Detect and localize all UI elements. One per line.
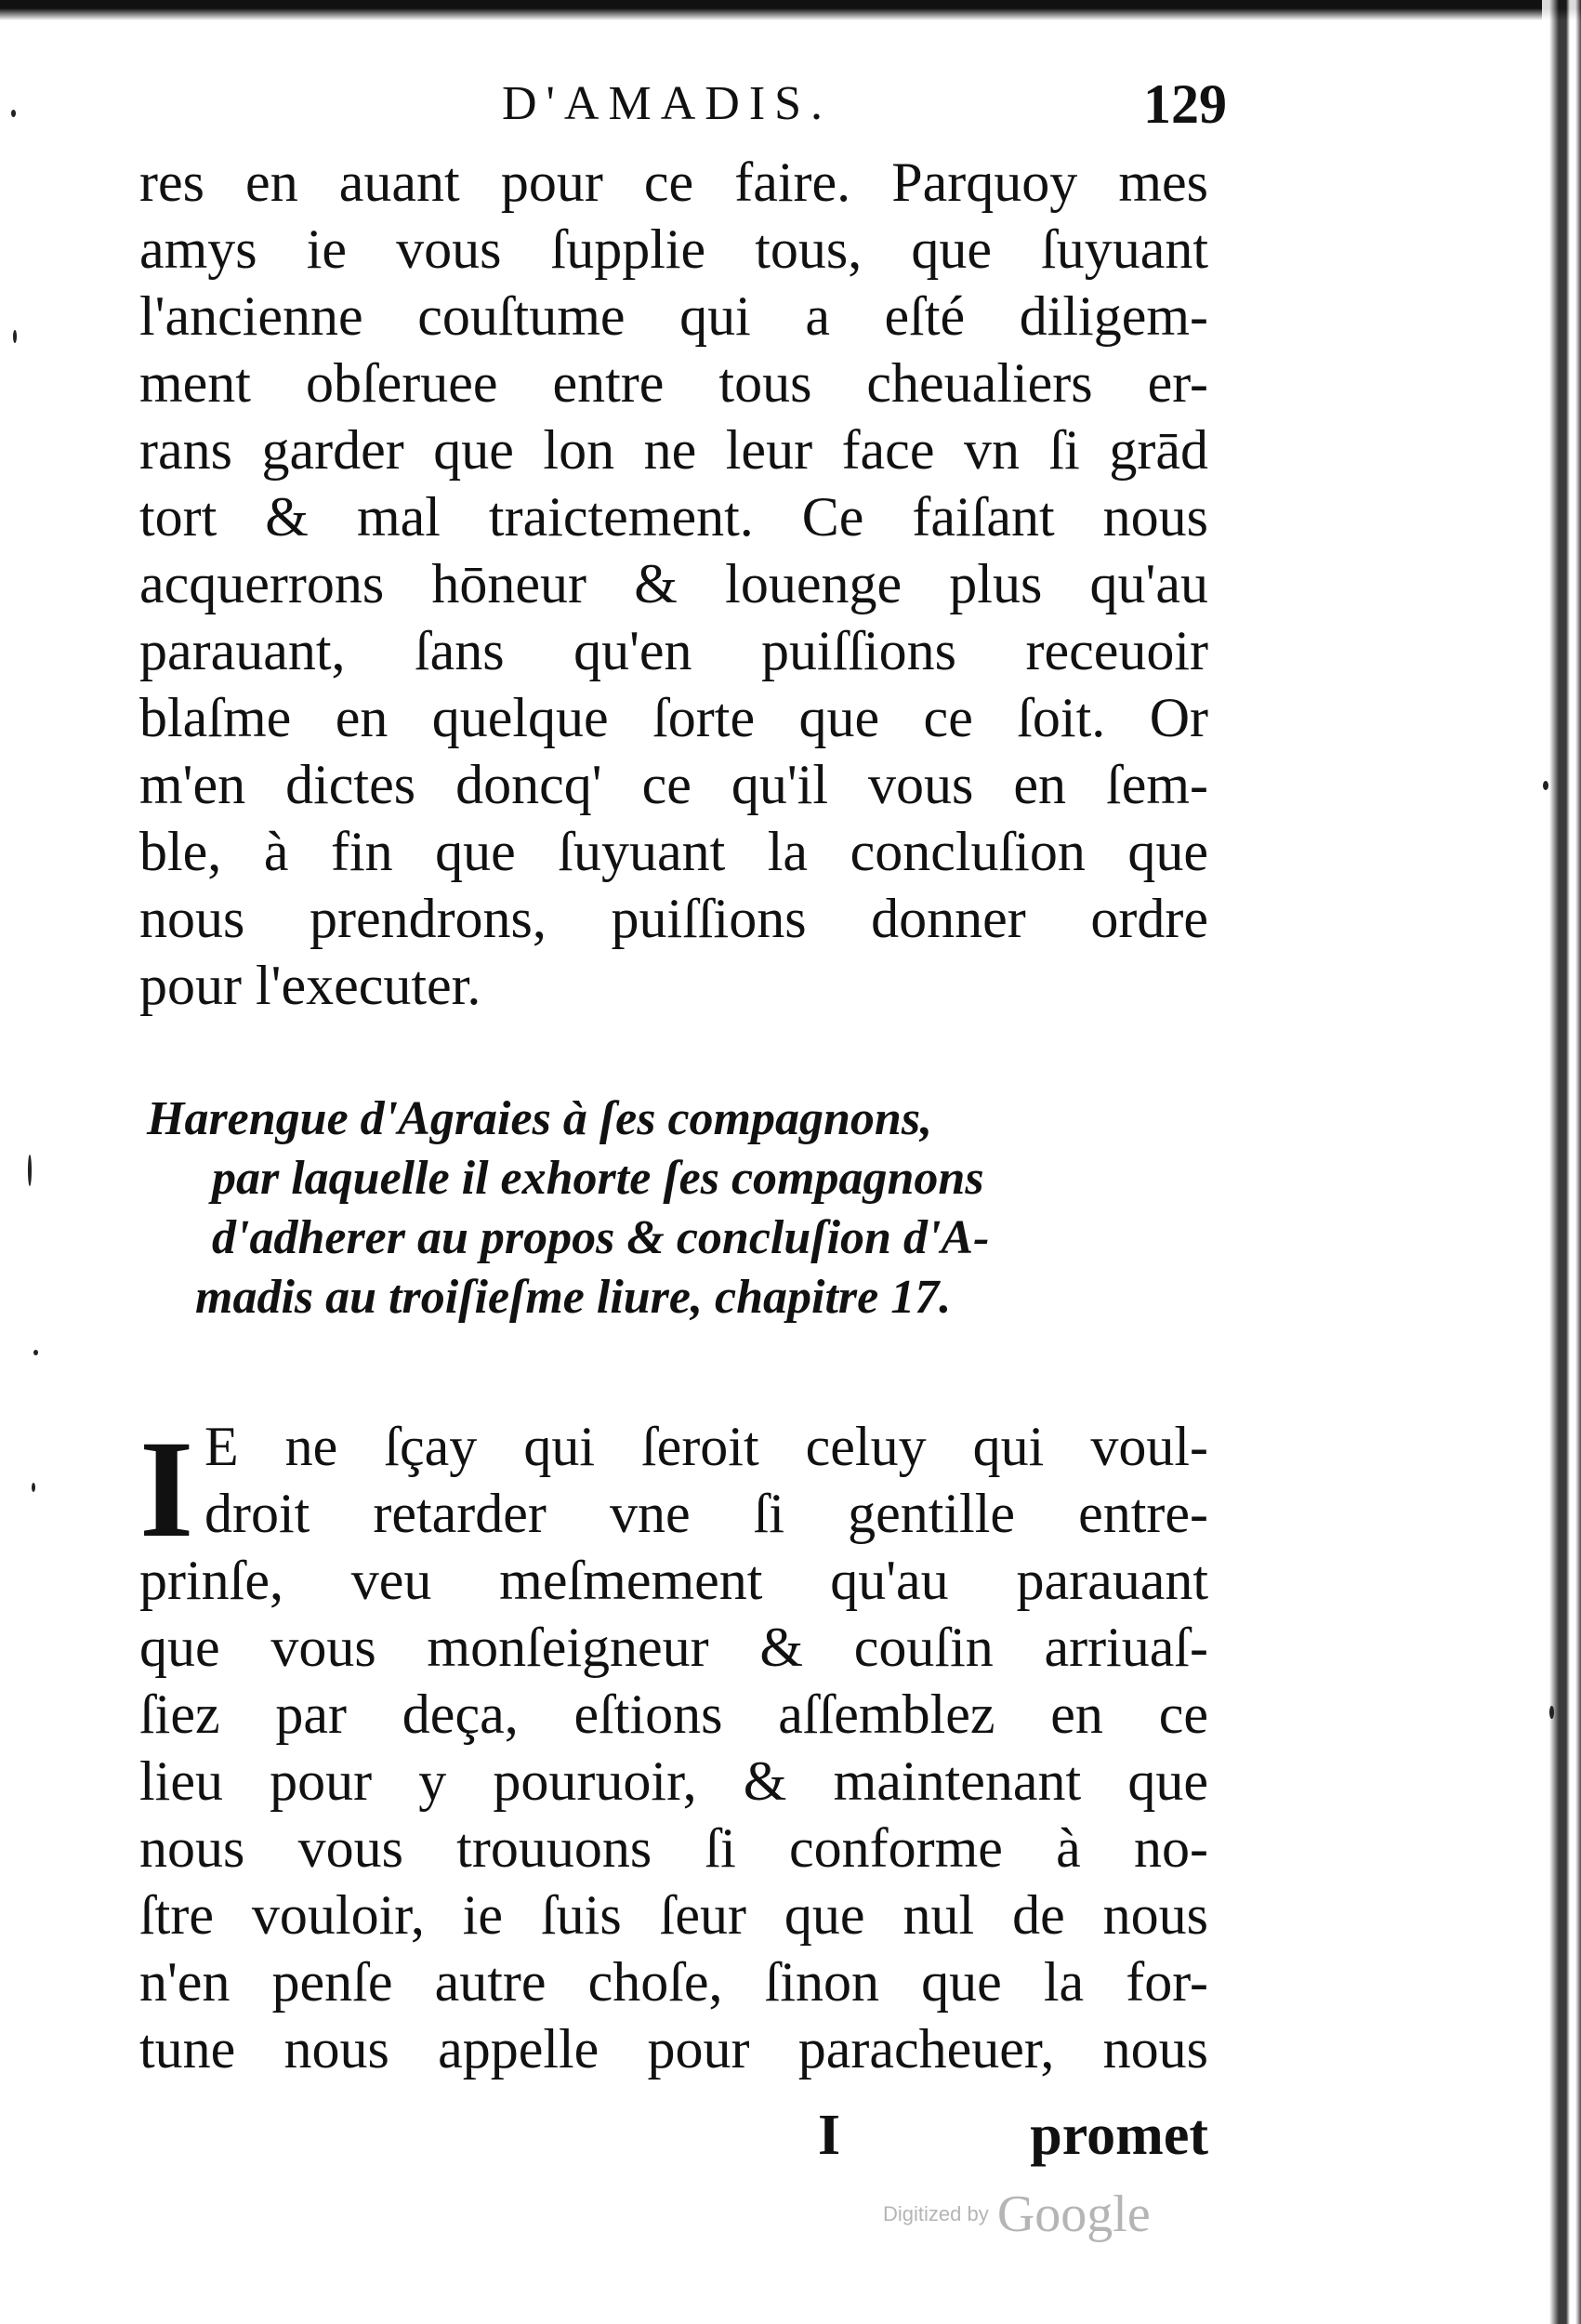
text-line: acquerrons hōneur & louenge plus qu'au <box>139 553 1208 614</box>
signature-mark: I <box>818 2104 841 2167</box>
text-line: prinſe, veu meſmement qu'au parauant <box>139 1550 1208 1611</box>
text-line: pour l'executer. <box>139 955 481 1016</box>
scan-speck <box>28 1155 32 1186</box>
text-line: ment obſeruee entre tous cheualiers er- <box>139 352 1208 414</box>
text-line: que vous monſeigneur & couſin arriuaſ- <box>139 1617 1208 1678</box>
digitization-watermark <box>883 2185 1151 2250</box>
text-line: parauant, ſans qu'en puiſſions receuoir <box>139 620 1208 681</box>
drop-cap: I <box>139 1412 194 1566</box>
page-number: 129 <box>1143 73 1227 135</box>
text-line: ble, à fin que ſuyuant la concluſion que <box>139 821 1208 882</box>
paragraph-continued <box>139 149 1208 1019</box>
text-line: droit retarder vne ſi gentille entre- <box>204 1483 1208 1544</box>
scan-speck <box>11 110 16 117</box>
scan-speck <box>33 1350 38 1355</box>
paragraph-speech <box>139 1413 1208 2082</box>
heading-line: madis au troiſieſme liure, chapitre 17. <box>195 1271 952 1324</box>
heading-line: par laquelle il exhorte ſes compagnons <box>212 1152 984 1205</box>
watermark-brand: Google <box>996 2185 1151 2243</box>
scan-edge-right <box>1542 0 1581 2324</box>
text-line: n'en penſe autre choſe, ſinon que la for- <box>139 1951 1208 2013</box>
scan-speck <box>1543 781 1548 790</box>
text-line: rans garder que lon ne leur face vn ſi grād <box>139 419 1208 481</box>
scan-speck <box>13 330 17 343</box>
text-line: lieu pour y pouruoir, & maintenant que <box>139 1750 1208 1812</box>
text-line: tune nous appelle pour paracheuer, nous <box>139 2018 1208 2080</box>
scan-edge-top <box>0 0 1581 20</box>
section-heading <box>139 1089 1208 1327</box>
text-line: amys ie vous ſupplie tous, que ſuyuant <box>139 218 1208 280</box>
page-footer <box>139 2103 1208 2177</box>
text-line: nous prendrons, puiſſions donner ordre <box>139 888 1208 949</box>
text-line: ſtre vouloir, ie ſuis ſeur que nul de nous <box>139 1884 1208 1946</box>
heading-line: d'adherer au propos & concluſion d'A- <box>212 1211 990 1264</box>
scan-speck <box>1549 1706 1554 1719</box>
catchword: promet <box>1030 2104 1208 2167</box>
text-line: blaſme en quelque ſorte que ce ſoit. Or <box>139 687 1208 748</box>
text-line: tort & mal traictement. Ce faiſant nous <box>139 486 1208 548</box>
page-header <box>139 65 1227 149</box>
watermark-prefix: Digitized by <box>883 2202 989 2225</box>
text-line: m'en dictes doncq' ce qu'il vous en ſem- <box>139 754 1208 815</box>
heading-line: Harengue d'Agraies à ſes compagnons, <box>147 1092 933 1145</box>
scan-speck <box>32 1483 35 1492</box>
text-line: nous vous trouuons ſi conforme à no- <box>139 1817 1208 1879</box>
text-line: E ne ſçay qui ſeroit celuy qui voul- <box>204 1416 1208 1477</box>
running-head: D'AMADIS. <box>502 77 833 130</box>
text-line: l'ancienne couſtume qui a eſté diligem- <box>139 285 1208 347</box>
text-line: res en auant pour ce faire. Parquoy mes <box>139 152 1208 213</box>
text-line: ſiez par deça, eſtions aſſemblez en ce <box>139 1684 1208 1745</box>
